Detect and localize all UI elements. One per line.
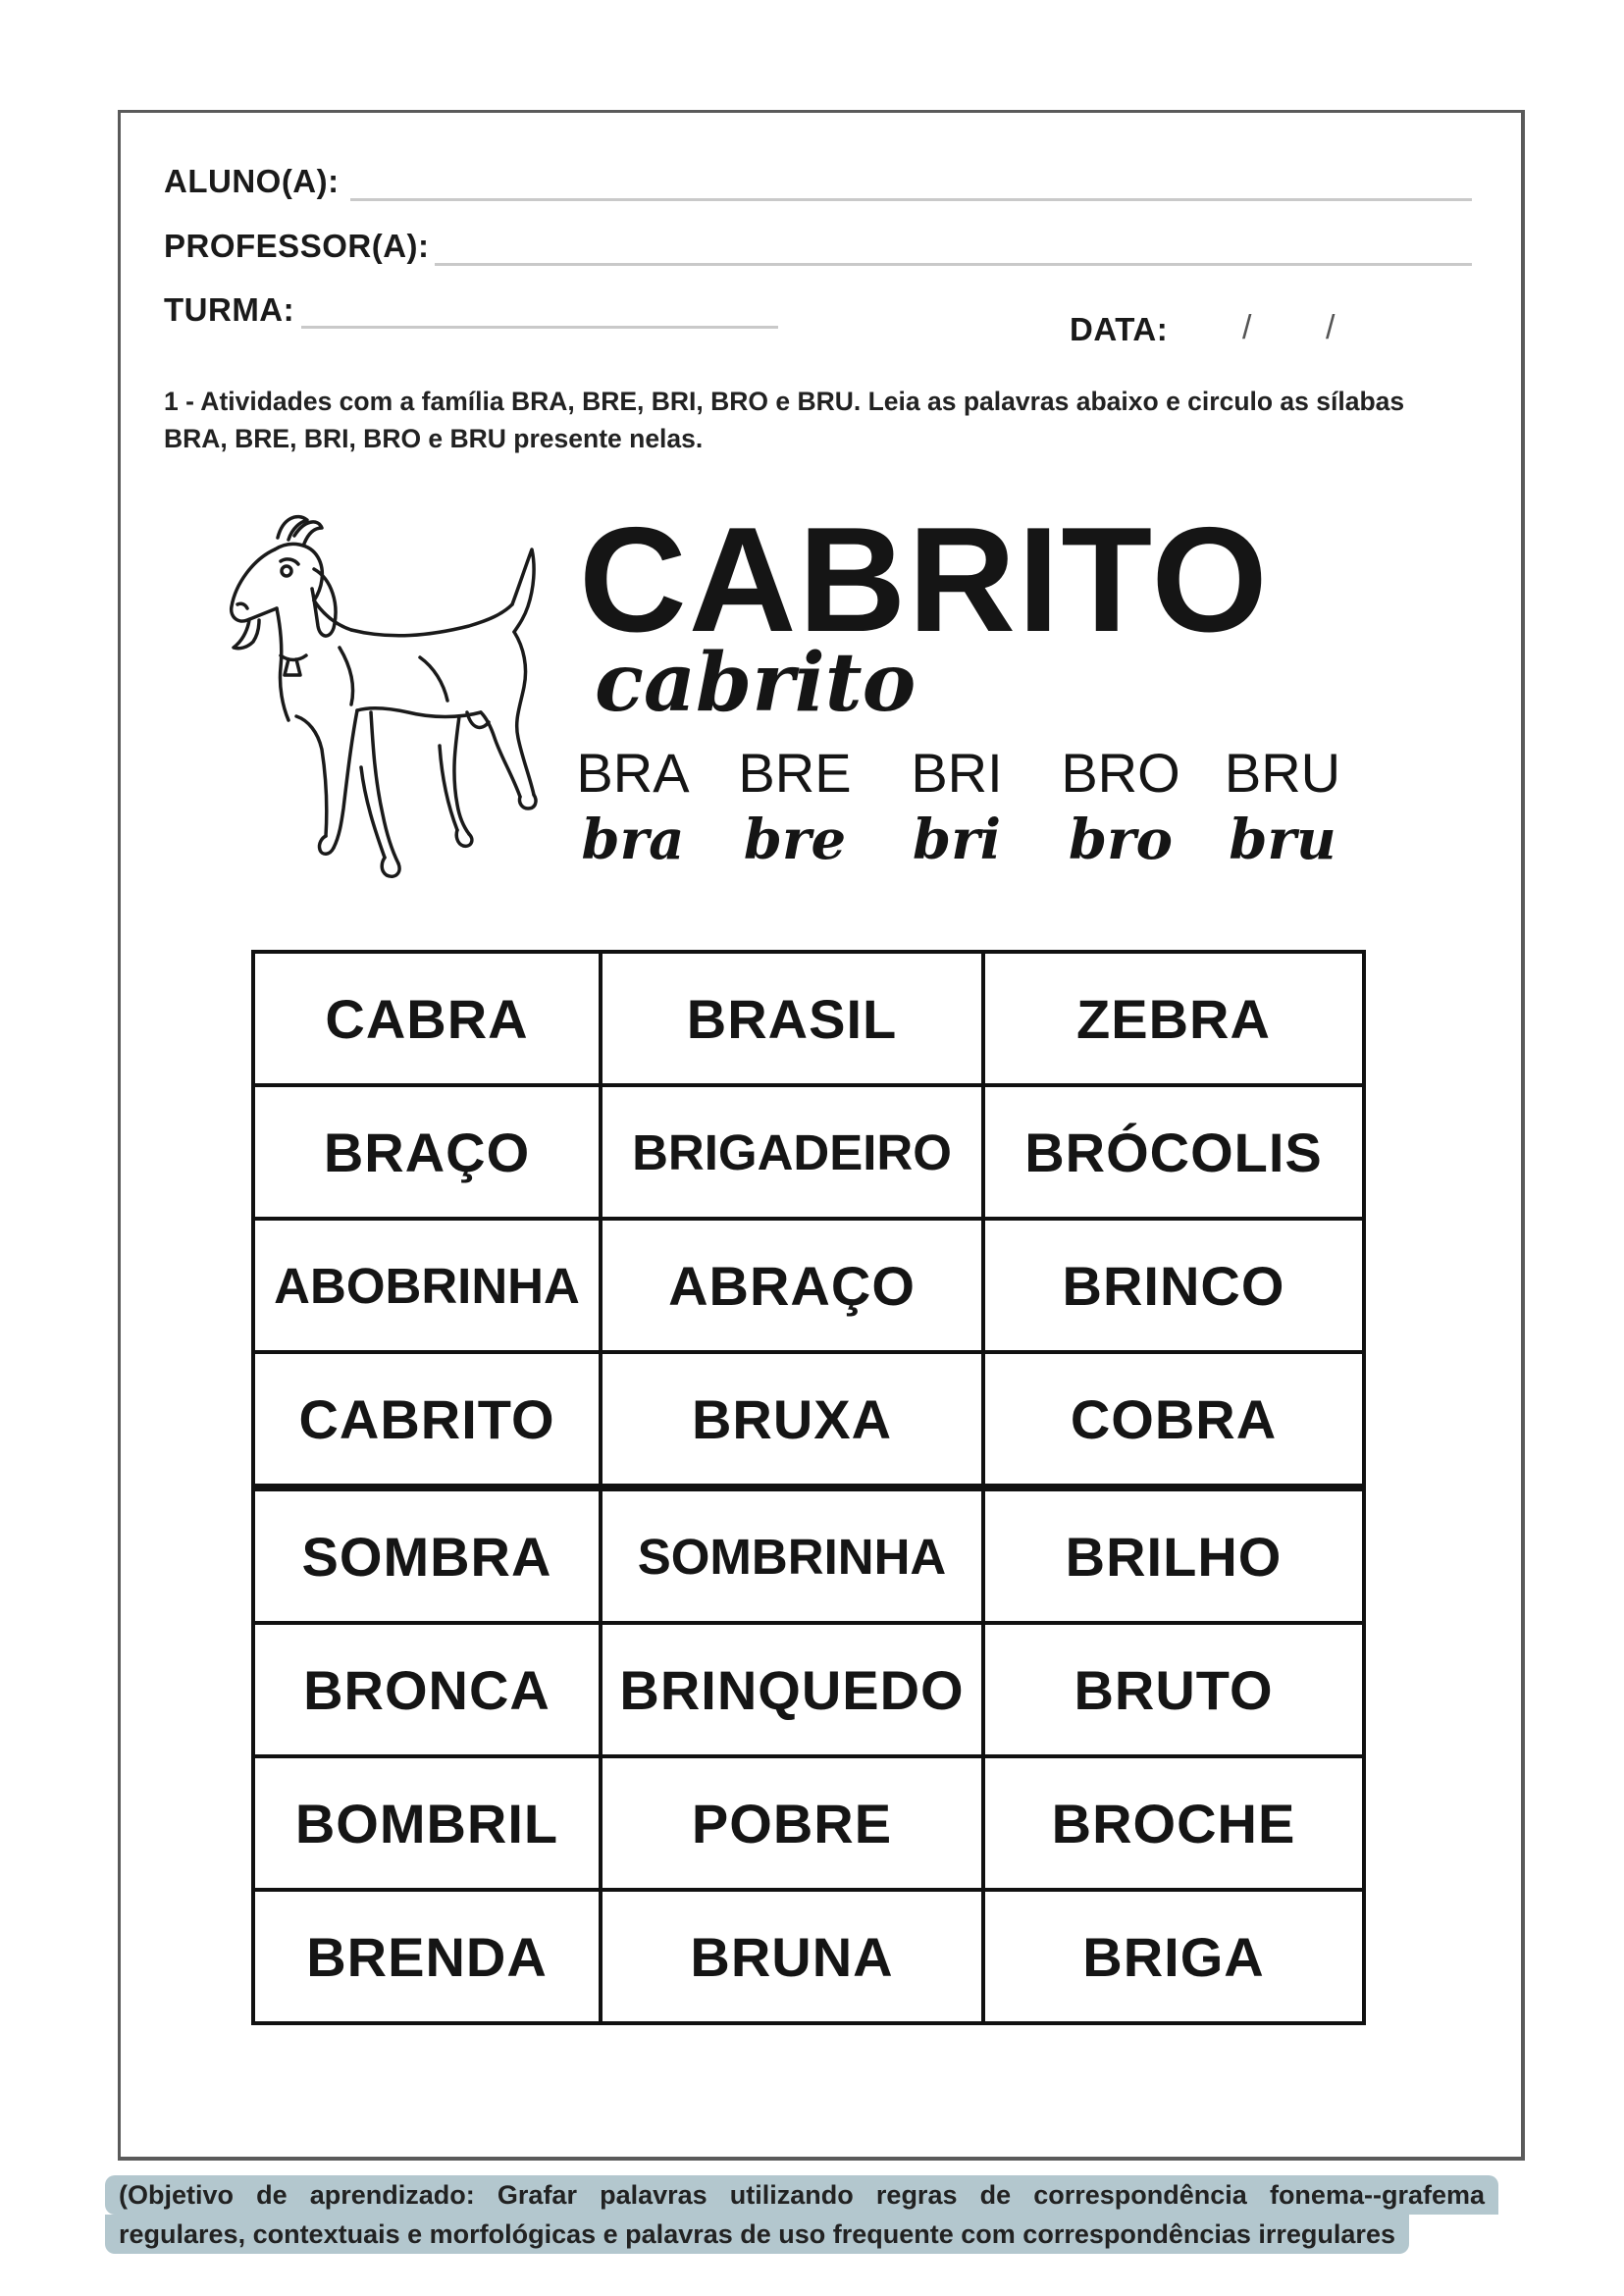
word-cell[interactable]: BRASIL: [601, 952, 983, 1085]
professor-label: PROFESSOR(A):: [164, 228, 430, 264]
syllable-upper: BRA: [576, 742, 690, 804]
word-cell[interactable]: BOMBRIL: [253, 1756, 601, 1890]
word-cell[interactable]: BRUNA: [601, 1890, 983, 2023]
word-cell[interactable]: CABRA: [253, 952, 601, 1085]
word-cell[interactable]: ZEBRA: [983, 952, 1364, 1085]
syllable-upper: BRE: [738, 742, 852, 804]
syllable-script: bra: [581, 808, 685, 872]
word-cell[interactable]: SOMBRA: [253, 1487, 601, 1623]
syllable-script: bro: [1068, 808, 1173, 872]
featured-word-script: cabrito: [595, 636, 917, 730]
word-cell[interactable]: POBRE: [601, 1756, 983, 1890]
syllable-script: bru: [1229, 808, 1336, 872]
syllable-script: bri: [913, 808, 1001, 872]
word-cell[interactable]: BRUXA: [601, 1352, 983, 1487]
table-row: [253, 952, 1364, 1085]
data-label: DATA:: [1070, 311, 1169, 347]
aluno-label: ALUNO(A):: [164, 163, 340, 199]
word-cell[interactable]: BRENDA: [253, 1890, 601, 2023]
table-row: [253, 1623, 1364, 1756]
word-cell[interactable]: BRINQUEDO: [601, 1623, 983, 1756]
syllable-bro: [1047, 742, 1194, 872]
syllable-bra: [559, 742, 707, 872]
syllable-bri: [883, 742, 1030, 872]
syllable-script: bre: [743, 808, 847, 872]
syllable-upper: BRO: [1061, 742, 1180, 804]
professor-line[interactable]: [435, 263, 1472, 266]
turma-label: TURMA:: [164, 291, 295, 328]
featured-word-upper: CABRITO: [579, 496, 1270, 663]
turma-line[interactable]: [301, 326, 778, 329]
word-table: [251, 950, 1366, 2025]
date-separator: /: [1326, 309, 1336, 346]
word-cell[interactable]: BRAÇO: [253, 1085, 601, 1219]
syllable-upper: BRU: [1224, 742, 1341, 804]
table-row: [253, 1487, 1364, 1623]
word-cell[interactable]: BRUTO: [983, 1623, 1364, 1756]
aluno-line[interactable]: [350, 198, 1472, 201]
table-row: [253, 1085, 1364, 1219]
table-row: [253, 1219, 1364, 1352]
date-separator: /: [1242, 309, 1252, 346]
objective-line-2: regulares, contextuais e morfológicas e palavras de uso frequente com correspondências irregulares: [105, 2215, 1409, 2254]
word-cell[interactable]: ABRAÇO: [601, 1219, 983, 1352]
table-row: [253, 1352, 1364, 1487]
syllable-bre: [721, 742, 868, 872]
objective-line-1: (Objetivo de aprendizado: Grafar palavras utilizando regras de correspondência fonema--grafema: [105, 2175, 1498, 2215]
goat-illustration: [224, 510, 552, 893]
word-cell[interactable]: BRÓCOLIS: [983, 1085, 1364, 1219]
word-cell[interactable]: BRIGADEIRO: [601, 1085, 983, 1219]
table-row: [253, 1756, 1364, 1890]
syllable-bru: [1209, 742, 1356, 872]
word-cell[interactable]: CABRITO: [253, 1352, 601, 1487]
syllable-upper: BRI: [911, 742, 1003, 804]
learning-objective: [105, 2175, 1498, 2254]
word-cell[interactable]: BRILHO: [983, 1487, 1364, 1623]
instruction-text: 1 - Atividades com a família BRA, BRE, BRI, BRO e BRU. Leia as palavras abaixo e circulo as sílabas BRA, BRE, BRI, BRO e BRU presente nelas.: [164, 387, 1405, 453]
word-cell[interactable]: BRONCA: [253, 1623, 601, 1756]
word-cell[interactable]: BRIGA: [983, 1890, 1364, 2023]
word-cell[interactable]: BROCHE: [983, 1756, 1364, 1890]
word-cell[interactable]: ABOBRINHA: [253, 1219, 601, 1352]
syllable-row: [559, 742, 1354, 883]
word-cell[interactable]: COBRA: [983, 1352, 1364, 1487]
table-row: [253, 1890, 1364, 2023]
word-cell[interactable]: SOMBRINHA: [601, 1487, 983, 1623]
word-cell[interactable]: BRINCO: [983, 1219, 1364, 1352]
